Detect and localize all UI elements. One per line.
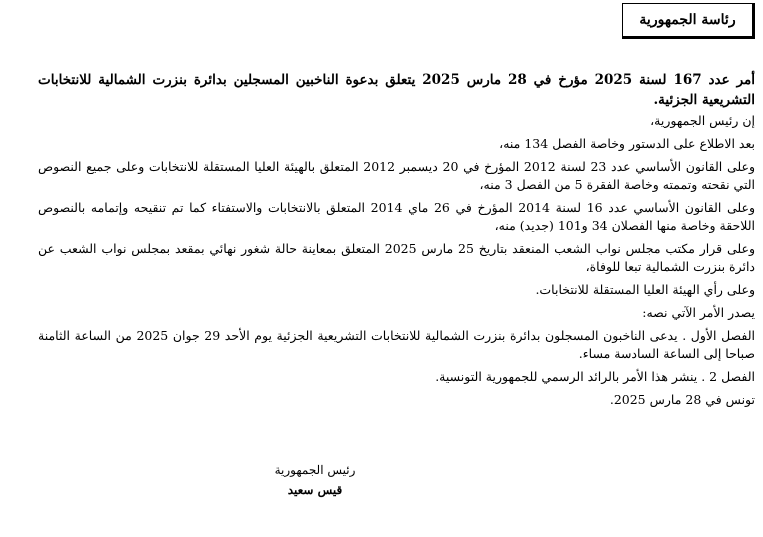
decree-paragraph: وعلى القانون الأساسي عدد 16 لسنة 2014 المؤرخ في 26 ماي 2014 المتعلق بالانتخابات والاستفتاء كما تم تنقيحه وإتمامه بالنصوص اللاحقة وخاصة منها الفصلان 34 و101 (جديد) منه، bbox=[38, 200, 755, 233]
decree-paragraph: وعلى القانون الأساسي عدد 23 لسنة 2012 المؤرخ في 20 ديسمبر 2012 المتعلق بالهيئة العليا المستقلة للانتخابات وعلى جميع النصوص التي نقحته وتممته وخاصة الفقرة 5 من الفصل 3 منه، bbox=[38, 159, 755, 192]
decree-paragraph: وعلى رأي الهيئة العليا المستقلة للانتخابات. bbox=[535, 282, 755, 297]
presidency-header-box bbox=[622, 3, 755, 39]
presidency-header-label: رئاسة الجمهورية bbox=[639, 12, 736, 28]
decree-paragraph: الفصل الأول . يدعى الناخبون المسجلون بدائرة بنزرت الشمالية للانتخابات التشريعية الجزئية يوم الأحد 29 جوان 2025 من الساعة الثامنة صباحا إلى الساعة السادسة مساء. bbox=[38, 328, 755, 361]
decree-paragraph: إن رئيس الجمهورية، bbox=[650, 113, 755, 128]
signature-role: رئيس الجمهورية bbox=[274, 463, 356, 477]
decree-body bbox=[38, 70, 755, 414]
decree-title: أمر عدد 167 لسنة 2025 مؤرخ في 28 مارس 2025 يتعلق بدعوة الناخبين المسجلين بدائرة بنزرت الشمالية للانتخابات التشريعية الجزئية. bbox=[38, 72, 756, 108]
decree-paragraph: وعلى قرار مكتب مجلس نواب الشعب المنعقد بتاريخ 25 مارس 2025 المتعلق بمعاينة حالة شغور نهائي بمقعد بمجلس نواب الشعب عن دائرة بنزرت الشمالية تبعا للوفاة، bbox=[38, 241, 756, 274]
decree-paragraph: يصدر الأمر الآتي نصه: bbox=[642, 305, 755, 320]
decree-paragraph: الفصل 2 . ينشر هذا الأمر بالرائد الرسمي للجمهورية التونسية. bbox=[435, 369, 755, 384]
signature-name: قيس سعيد bbox=[287, 483, 343, 497]
decree-paragraph: بعد الاطلاع على الدستور وخاصة الفصل 134 منه، bbox=[499, 136, 755, 151]
signature-block bbox=[260, 460, 370, 500]
decree-date: تونس في 28 مارس 2025. bbox=[609, 392, 755, 407]
